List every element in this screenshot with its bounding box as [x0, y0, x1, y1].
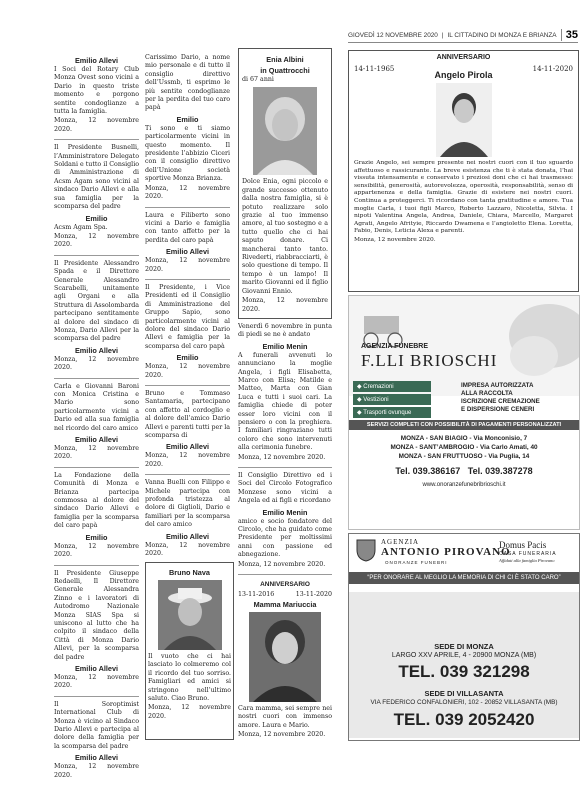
obit-name: Emilio Allevi	[74, 56, 119, 65]
obit-text: La Fondazione della Comunità di Monza e Brianza partecipa commossa al dolore del sindaco Dario Allevi e famiglia per la scomparsa del caro papà	[54, 471, 139, 530]
obit-text: Dolce Enia, ogni piccolo e grande successo ottenuto dalla nostra famiglia, si è potuto realizzare solo grazie al tuo immenso amore, al tuo sostegno e a tutto quello che ci hai saputo donare. Ci mancherai tanto tanto. Rivederti, riabbracciarti, è solo questione di tempo. Il tempo è un lampo! Il marito Giovanni ed il figlio Giovanni Ennio.	[242, 178, 328, 295]
obituary-3	[54, 256, 139, 379]
obit-text: Carissimo Dario, a nome mio personale e di tutto il consiglio direttivo dell’Ussmb, ti esprimo le più sentite condoglianze per la perdita del tuo caro papà	[145, 54, 230, 112]
portrait-photo	[253, 87, 317, 175]
obit-text: Il Presidente Giuseppe Redaelli, Il Direttore Generale Alessandra Zinno e i lavoratori di Autodromo Nazionale Monza SIAS Spa si uniscono al lutto che ha colpito il sindaco della Città di Monza Dario Allevi, per la scomparsa del padre	[54, 569, 139, 661]
ad-sede-2: SEDE DI VILLASANTA	[424, 689, 504, 698]
header-date: GIOVEDÌ 12 NOVEMBRE 2020	[348, 31, 438, 39]
obit-text: Ti sono e ti siamo particolarmente vicini in questo momento. Il presidente l’abbizio Ciceri con il consiglio direttivo dell’Unione società sportive Monza Brianza.	[145, 124, 230, 183]
obit-date: Monza, 12 novembre 2020.	[145, 363, 230, 379]
obit-text: Il Soroptimist International Club di Monza è vicino al Sindaco Dario Allevi e partecipa al dolore della famiglia per la scomparsa del padre	[54, 700, 139, 750]
obit-text: I Soci del Rotary Club Monza Ovest sono vicini a Dario in questo triste momento e porgono sentite condoglianze a tutta la famiglia.	[54, 66, 139, 116]
date-end: 13-11-2020	[295, 591, 332, 599]
obituary-2	[54, 140, 139, 255]
obit-name: Emilio Menin	[262, 507, 308, 517]
date-end: 14-11-2020	[532, 65, 573, 73]
obit-date: Monza, 12 novembre 2020.	[54, 445, 139, 461]
header-sep: |	[441, 31, 444, 39]
obituary-enia-albini	[238, 48, 332, 319]
obit-text: Vanna Buelli con Filippo e Michele partecipa con profonda tristezza al dolore di Giglioli, Dario e familiari per la scomparsa del caro amico	[145, 479, 230, 529]
crest-icon	[355, 538, 377, 562]
anniversary-label: ANNIVERSARIO	[260, 581, 310, 589]
anniversary-label: ANNIVERSARIO	[436, 54, 491, 61]
ad-subtitle: ONORANZE FUNEBRI	[385, 560, 448, 565]
obituary-11	[145, 386, 230, 475]
obit-text: Il vuoto che ci hai lasciato lo colmeremo col il ricordo del tuo sorriso. Famigliari ed amici si stringono nell’ultimo saluto. Ciao Bruno.	[148, 653, 231, 703]
obit-name: Emilio Allevi	[165, 442, 210, 452]
obit-text: Il Presidente Busnelli, l’Amministratore Delegato Soldani e tutto il Consiglio di Amministrazione di Acsm Agam sono vicini al sindaco Dario Allevi e alla sua famiglia per la scomparsa del padre	[54, 144, 139, 211]
obit-date: Monza, 12 novembre 2020.	[238, 453, 326, 461]
obituary-4	[54, 379, 139, 468]
obit-name: Emilio	[85, 532, 108, 542]
obituary-10	[145, 280, 230, 386]
obit-name: Emilio Allevi	[74, 663, 119, 673]
obit-name: Emilio Allevi	[74, 435, 119, 445]
obituary-circolo-fotografico	[238, 468, 332, 575]
obit-text: Il Presidente, i Vice Presidenti ed il Consiglio di Amministrazione del Gruppo Sapio, sono particolarmente vicini al dolore del sindaco Dario Allevi e famiglia per la scomparsa del caro papà	[145, 283, 230, 350]
obituary-9	[145, 208, 230, 280]
obit-date: Monza, 12 novembre 2020.	[145, 452, 230, 468]
obit-date: Monza, 12 novembre 2020.	[238, 560, 326, 568]
ad-address-1: LARGO XXV APRILE, 4 - 20900 MONZA (MB)	[391, 652, 537, 659]
obit-date: Monza, 12 novembre 2020.	[148, 704, 231, 720]
obit-date: Monza, 12 novembre 2020.	[54, 232, 139, 249]
ad-agency-label: AGENZIA	[381, 538, 420, 546]
ad-addresses: MONZA - SAN BIAGIO - Via Monconisio, 7 MONZA - SANT’AMBROGIO - Via Carlo Amati, 40 MONZA - SAN FRUTTUOSO - Via Puglia, 14	[390, 435, 538, 460]
column-1	[54, 50, 139, 785]
obit-text: Cara mamma, sei sempre nei nostri cuori con immenso amore. Laura e Mario.	[238, 705, 332, 729]
column-2	[145, 50, 230, 560]
obit-date: Monza, 12 novembre 2020.	[145, 541, 230, 558]
service-item: ◆ Cremazioni	[353, 381, 431, 392]
obit-age: di 67 anni	[242, 76, 274, 83]
obituary-bruno-nava	[145, 562, 234, 740]
obituary-7	[54, 697, 139, 785]
anniversary-mariuccia	[238, 575, 332, 740]
obit-name: Emilio Allevi	[165, 247, 210, 257]
obit-name: Angelo Pirola	[434, 70, 493, 80]
ad-domus-tag: Affidati alla famiglia Pirovano	[499, 558, 555, 563]
obit-subtitle: in Quattrocchi	[260, 66, 310, 75]
service-item: ◆ Trasporti ovunque	[353, 407, 431, 418]
obit-text: Venerdì 6 novembre in punta di piedi se ne è andato	[238, 322, 332, 339]
obit-date: Monza, 12 novembre 2020.	[242, 297, 328, 313]
obit-text: Il Presidente Alessandro Spada e il Direttore Generale Alessandro Scarabelli, unitamente agli Organi e alla Struttura di Assolombarda partecipano sentitamente al dolore del sindaco di Monza, Dario Allevi per la scomparsa del padre	[54, 259, 139, 343]
obit-date: Monza, 12 novembre 2020.	[145, 184, 230, 201]
date-start: 13-11-2016	[238, 591, 275, 599]
obit-text: Bruno e Tommaso Santamaria, partecipano con affetto al cordoglio e al dolore dell’amico Dario Allevi e parenti tutti per la scomparsa di	[145, 390, 230, 440]
ad-website: www.onoranzefunebribrioschi.it	[422, 482, 506, 488]
ad-services	[353, 381, 431, 418]
obit-name: Emilio Menin	[262, 341, 308, 351]
obit-text: Grazie Angelo, sei sempre presente nei nostri cuori con il tuo sguardo affettuoso e rassicurante. La breve esistenza che ti è stata donata, l’hai vissuta intensamente e conservato i preziosi doni che ci hai trasmesso: sensibilità, generosità, autorevolezza, operosità, responsabilità, senso di appartenenza e della famiglia. Grazie di esistere nei nostri cuori. Continua a proteggerci. Ti ricordano con tanta gratitudine e amore. Tua moglie Carla, i tuoi figli Marco, Roberto Lazzaro, Nicoletta, Silvia. I nipoti Valentina Angela, Andrea, Daniele, Chiara, Marcello, Margaret Agrati, Angelo Afrityie, Riccardo Dwamena e l’angioletto Elena. Loretta, Fabio, Denis, Leticia Alexa e parenti.	[354, 160, 573, 235]
portrait-photo	[158, 580, 222, 650]
obit-text: amico e socio fondatore del Circolo, che ha guidato come Presidente per moltissimi anni con passione ed abnegazione.	[238, 517, 332, 559]
ad-domus-sub: CASA FUNERARIA	[499, 551, 557, 557]
obit-name: Bruno Nava	[169, 568, 210, 577]
page-header	[348, 28, 578, 43]
ad-authorization: IMPRESA AUTORIZZATA ALLA RACCOLTA ISCRIZIONE CREMAZIONE E DISPERSIONE CENERI	[461, 382, 540, 413]
header-paper: IL CITTADINO DI MONZA E BRIANZA	[447, 31, 557, 39]
ad-phone-1: TEL. 039 321298	[398, 662, 530, 681]
obituary-emilio-menin	[238, 319, 332, 468]
obituary-6	[54, 566, 139, 697]
obit-date: Monza, 12 novembre 2020.	[54, 355, 139, 372]
obit-text: A funerali avvenuti lo annunciano la moglie Angela, i figli Elisabetta, Marco con Elisa; Matilde e Matteo, Marta con Gian Luca e tutti i suoi cari. La famiglia chiede di poter esser loro vicini con il pensiero o con la preghiera. I familiari ringraziano tutti coloro che sono intervenuti alla cerimonia funebre.	[238, 351, 332, 452]
obituary-5	[54, 468, 139, 566]
obit-name: Emilio	[176, 353, 199, 363]
obituary-1	[54, 50, 139, 140]
obit-name: Emilio Allevi	[74, 345, 119, 355]
obit-name: Emilio Allevi	[74, 753, 119, 763]
ad-title: AGENZIA FUNEBRE	[361, 343, 429, 350]
obit-date: Monza, 12 novembre 2020.	[238, 731, 326, 739]
obit-date: Monza, 12 novembre 2020.	[354, 236, 436, 243]
obit-text: Il Consiglio Direttivo ed i Soci del Circolo Fotografico Monzese sono vicini a Angela ed ai figli e ricordano	[238, 472, 332, 505]
ad-brand: F.LLI BRIOSCHI	[361, 351, 498, 370]
obit-date: Monza, 12 novembre 2020.	[54, 117, 139, 133]
ad-brand: ANTONIO PIROVANO	[381, 546, 511, 558]
obit-date: Monza, 12 novembre 2020.	[145, 257, 230, 273]
ad-phone-2: TEL. 039 2052420	[393, 710, 535, 729]
obit-name: Emilio	[176, 114, 199, 124]
ad-slogan: “PER ONORARE AL MEGLIO LA MEMORIA DI CHI CI È STATO CARO”	[349, 572, 579, 584]
service-item: ◆ Vestizioni	[353, 394, 431, 405]
obit-text: Carla e Giovanni Baroni con Monica Cristina e Mario sono particolarmente vicini a Dario ed alla sua famiglia nel ricordo del caro amico	[54, 382, 139, 432]
obituary-8	[145, 50, 230, 208]
ad-pirovano	[348, 533, 580, 741]
ad-phones: Tel. 039.386167 Tel. 039.387278	[395, 466, 533, 476]
obituary-12	[145, 475, 230, 560]
portrait-photo	[436, 83, 492, 157]
obit-name: Enia Albini	[266, 55, 304, 64]
obit-name: Mamma Mariuccia	[253, 600, 317, 610]
obit-name: Emilio	[85, 213, 108, 223]
ad-sede-1: SEDE DI MONZA	[434, 642, 494, 651]
obit-date: Monza, 12 novembre 2020.	[54, 542, 139, 559]
obit-date: Monza, 12 novembre 2020.	[54, 763, 139, 779]
ad-banner: SERVIZI COMPLETI CON POSSIBILITÀ DI PAGAMENTI PERSONALIZZATI	[349, 420, 579, 430]
page-number: 35	[561, 29, 578, 41]
obit-text: Laura e Filiberto sono vicini a Dario e famiglia con tanto affetto per la perdita del caro papà	[145, 211, 230, 244]
ad-brioschi	[348, 295, 580, 530]
obit-text: Acsm Agam Spa.	[54, 223, 108, 231]
ad-domus: Domus Pacis	[499, 540, 547, 550]
portrait-photo	[249, 612, 321, 702]
column-3	[238, 48, 332, 740]
obit-name: Emilio Allevi	[165, 531, 210, 541]
date-start: 14-11-1965	[354, 65, 395, 73]
anniversary-angelo-pirola	[348, 50, 579, 292]
ad-address-2: VIA FEDERICO CONFALONIERI, 102 - 20852 VILLASANTA (MB)	[370, 699, 558, 706]
obit-date: Monza, 12 novembre 2020.	[54, 673, 139, 690]
